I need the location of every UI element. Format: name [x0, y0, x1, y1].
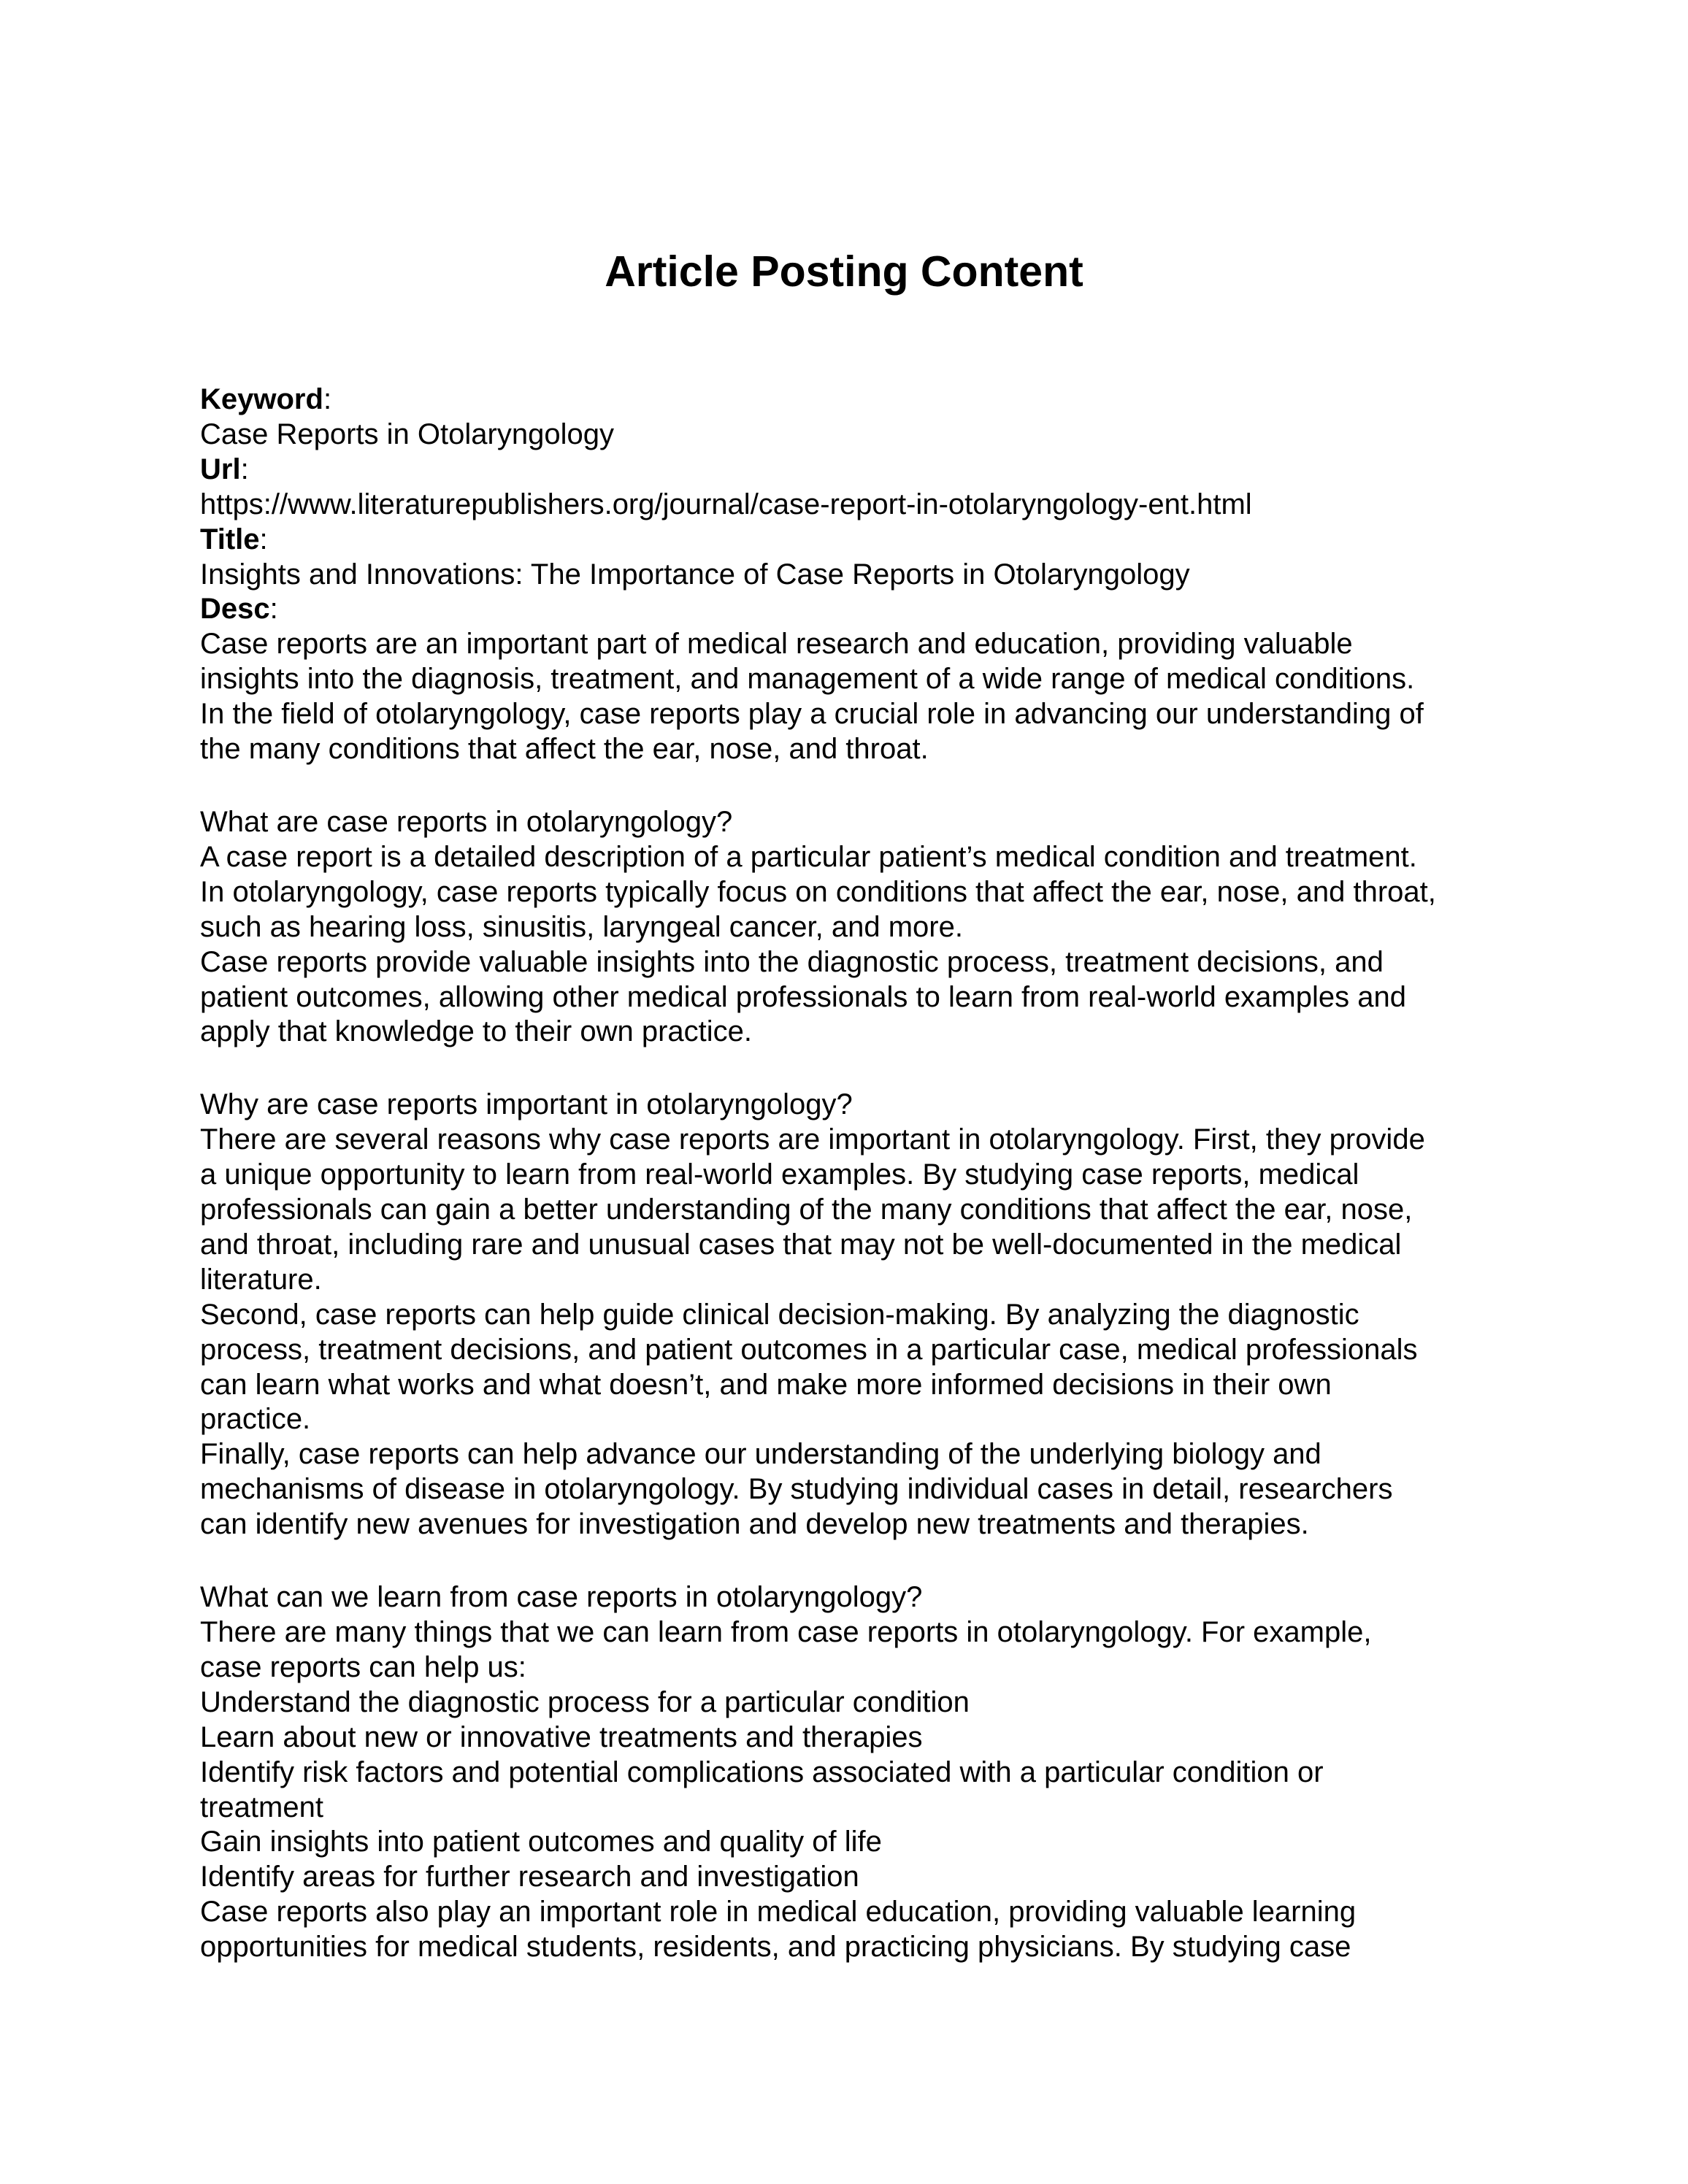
section-what-are-case-reports — [200, 805, 1514, 1050]
url-value: https://www.literaturepublishers.org/journal/case-report-in-otolaryngology-ent.html — [200, 488, 1252, 520]
text-line: case reports can help us: — [200, 1650, 526, 1683]
section-what-can-we-learn — [200, 1580, 1514, 1965]
text-line: insights into the diagnosis, treatment, and management of a wide range of medical conditions. — [200, 663, 1415, 696]
text-line: professionals can gain a better understanding of the many conditions that affect the ear, nose, — [200, 1193, 1413, 1226]
desc-label: Desc — [200, 593, 270, 626]
text-line: apply that knowledge to their own practice. — [200, 1015, 752, 1048]
url-row — [200, 453, 1514, 488]
list-item-continuation: treatment — [200, 1791, 323, 1823]
list-item: Identify risk factors and potential complications associated with a particular condition or — [200, 1756, 1324, 1788]
url-colon: : — [240, 453, 249, 485]
text-line: In otolaryngology, case reports typically focus on conditions that affect the ear, nose, and throat, — [200, 875, 1436, 908]
section-heading: What are case reports in otolaryngology? — [200, 805, 733, 838]
keyword-label: Keyword — [200, 383, 323, 415]
text-line: Second, case reports can help guide clinical decision-making. By analyzing the diagnostic — [200, 1298, 1359, 1331]
title-value: Insights and Innovations: The Importance of Case Reports in Otolaryngology — [200, 558, 1190, 591]
text-line: Finally, case reports can help advance our understanding of the underlying biology and — [200, 1438, 1321, 1471]
keyword-colon: : — [323, 383, 332, 415]
intro-paragraph — [200, 627, 1514, 767]
text-line: can identify new avenues for investigation and develop new treatments and therapies. — [200, 1508, 1309, 1541]
text-line: There are several reasons why case reports are important in otolaryngology. First, they provide — [200, 1123, 1425, 1156]
text-line: Case reports are an important part of medical research and education, providing valuable — [200, 628, 1353, 661]
list-item: Identify areas for further research and investigation — [200, 1861, 859, 1893]
list-item: Gain insights into patient outcomes and quality of life — [200, 1826, 882, 1858]
section-heading: Why are case reports important in otolaryngology? — [200, 1088, 853, 1121]
text-line: practice. — [200, 1403, 311, 1436]
text-line: mechanisms of disease in otolaryngology. By studying individual cases in detail, researchers — [200, 1473, 1393, 1506]
title-colon: : — [259, 523, 268, 555]
text-line: literature. — [200, 1263, 322, 1296]
text-line: Case reports also play an important role in medical education, providing valuable learning — [200, 1896, 1357, 1929]
title-label: Title — [200, 523, 260, 555]
text-line: patient outcomes, allowing other medical professionals to learn from real-world examples and — [200, 980, 1406, 1013]
text-line: In the field of otolaryngology, case reports play a crucial role in advancing our understanding of — [200, 698, 1424, 731]
page-title: Article Posting Content — [605, 247, 1083, 296]
text-line: There are many things that we can learn from case reports in otolaryngology. For example, — [200, 1616, 1372, 1648]
keyword-row — [200, 382, 1514, 418]
text-line: Case reports provide valuable insights into the diagnostic process, treatment decisions, and — [200, 945, 1384, 978]
url-label: Url — [200, 453, 241, 485]
article-content — [200, 382, 1514, 1965]
text-line: can learn what works and what doesn’t, and make more informed decisions in their own — [200, 1368, 1332, 1401]
text-line: a unique opportunity to learn from real-world examples. By studying case reports, medical — [200, 1158, 1359, 1191]
desc-row — [200, 592, 1514, 627]
text-line: opportunities for medical students, residents, and practicing physicians. By studying case — [200, 1931, 1351, 1964]
section-heading: What can we learn from case reports in otolaryngology? — [200, 1581, 923, 1614]
text-line: the many conditions that affect the ear, nose, and throat. — [200, 733, 929, 766]
list-item: Understand the diagnostic process for a particular condition — [200, 1685, 970, 1718]
text-line: A case report is a detailed description of a particular patient’s medical condition and treatment. — [200, 840, 1417, 873]
list-item: Learn about new or innovative treatments and therapies — [200, 1720, 923, 1753]
paragraph-gap — [200, 1542, 1514, 1580]
paragraph-gap — [200, 1050, 1514, 1088]
paragraph-gap — [200, 767, 1514, 805]
section-why-important — [200, 1088, 1514, 1542]
text-line: such as hearing loss, sinusitis, laryngeal cancer, and more. — [200, 910, 963, 943]
text-line: process, treatment decisions, and patient outcomes in a particular case, medical professionals — [200, 1333, 1418, 1366]
desc-colon: : — [269, 593, 278, 626]
keyword-value: Case Reports in Otolaryngology — [200, 418, 614, 450]
text-line: and throat, including rare and unusual cases that may not be well-documented in the medical — [200, 1228, 1402, 1261]
title-row — [200, 523, 1514, 558]
